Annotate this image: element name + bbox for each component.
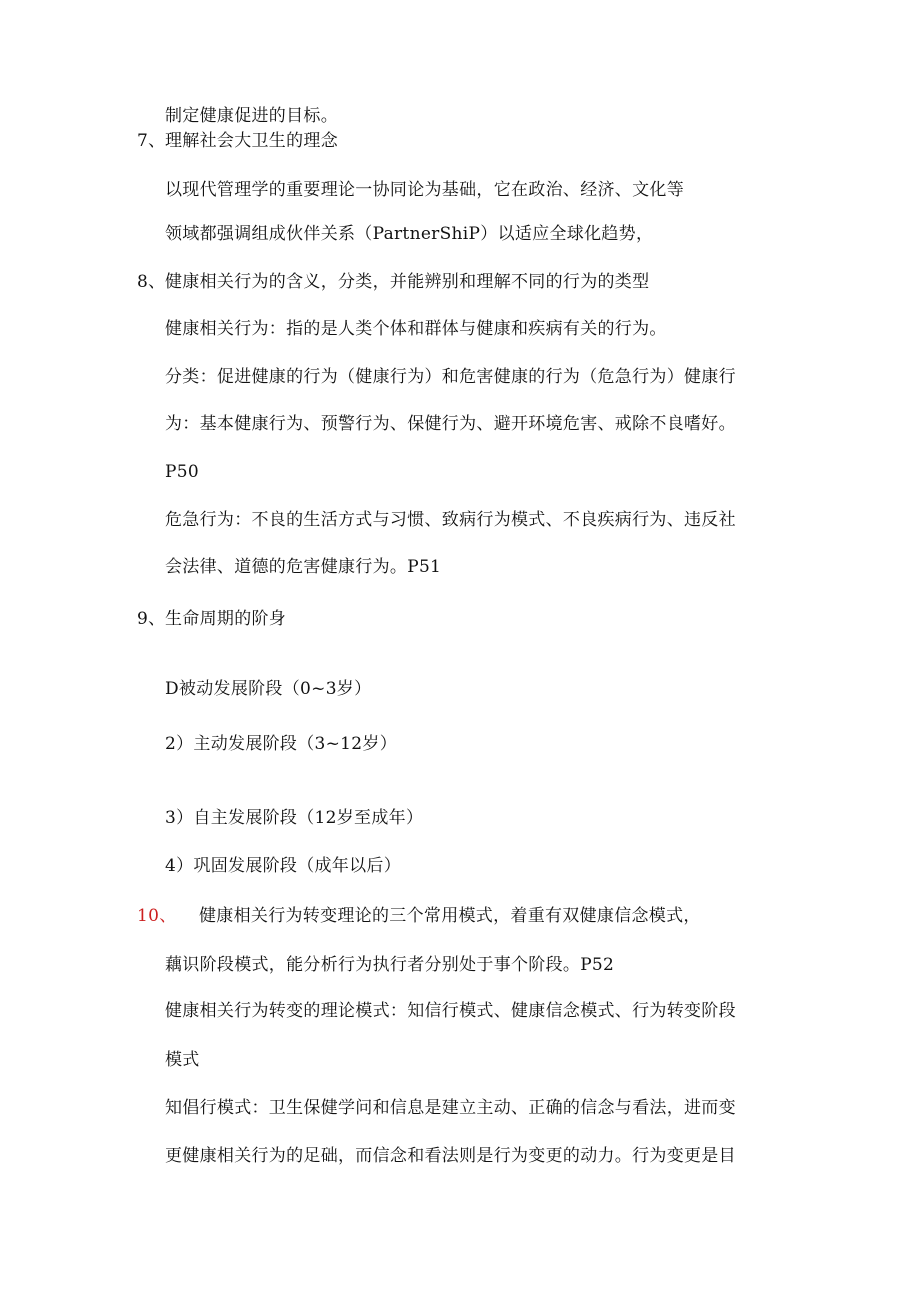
- list-item: [165, 807, 423, 829]
- line-text: 健康相关行为转变的理论模式：知信行模式、健康信念模式、行为转变阶段: [165, 1001, 736, 1021]
- line-text: 会法律、道德的危害健康行为。P51: [165, 557, 442, 577]
- line-text: 为：基本健康行为、预警行为、保健行为、避开环境危害、戒除不良嗜好。: [165, 414, 736, 434]
- section-heading-7: [137, 130, 338, 152]
- text-line: [165, 556, 441, 578]
- text-line: [165, 954, 614, 976]
- section-title: 健康相关行为的含义，分类，并能辨别和理解不同的行为的类型: [165, 272, 650, 292]
- text-line: [165, 105, 338, 127]
- line-text: 3）自主发展阶段（12岁至成年）: [165, 808, 424, 828]
- page-reference: [165, 461, 199, 483]
- text-line: [165, 366, 736, 388]
- line-text: 分类：促进健康的行为（健康行为）和危害健康的行为（危急行为）健康行: [165, 367, 736, 387]
- line-text: 制定健康促进的目标。: [165, 106, 338, 126]
- line-text: 藕识阶段模式，能分析行为执行者分别处于事个阶段。P52: [165, 955, 615, 975]
- text-line: [165, 223, 653, 245]
- section-title: 理解社会大卫生的理念: [165, 131, 338, 151]
- list-item: [165, 733, 397, 755]
- section-number: 7、: [137, 131, 166, 151]
- line-text: D被动发展阶段（0~3岁）: [165, 679, 372, 699]
- text-line: [165, 1145, 736, 1167]
- line-text: 2）主动发展阶段（3~12岁）: [165, 734, 398, 754]
- section-title: 生命周期的阶身: [165, 609, 287, 629]
- line-text: 更健康相关行为的足础，而信念和看法则是行为变更的动力。行为变更是目: [165, 1146, 736, 1166]
- text-line: [165, 413, 736, 435]
- section-heading-9: [137, 608, 286, 630]
- line-text: P50: [165, 462, 199, 482]
- text-line: [165, 179, 684, 201]
- text-line: [165, 1000, 736, 1022]
- line-text: 危急行为：不良的生活方式与习惯、致病行为模式、不良疾病行为、违反社: [165, 510, 736, 530]
- section-number: 8、: [137, 272, 166, 292]
- line-text: 模式: [165, 1050, 200, 1070]
- text-line: [165, 318, 667, 340]
- section-heading-8: [137, 271, 649, 293]
- line-text: 4）巩固发展阶段（成年以后）: [165, 856, 402, 876]
- section-heading-10: [137, 905, 701, 927]
- line-text: 领域都强调组成伙伴关系（PartnerShiP）以适应全球化趋势，: [165, 224, 654, 244]
- section-number: 9、: [137, 609, 166, 629]
- list-item: [165, 855, 401, 877]
- text-line: [165, 1097, 736, 1119]
- text-line: [165, 509, 736, 531]
- line-text: 知倡行模式：卫生保健学问和信息是建立主动、正确的信念与看法，进而变: [165, 1098, 736, 1118]
- text-line: [165, 1049, 200, 1071]
- line-text: 以现代管理学的重要理论一协同论为基础，它在政治、经济、文化等: [165, 180, 684, 200]
- line-text: 健康相关行为：指的是人类个体和群体与健康和疾病有关的行为。: [165, 319, 667, 339]
- section-title: 健康相关行为转变理论的三个常用模式，着重有双健康信念模式，: [199, 906, 701, 926]
- list-item: [165, 678, 371, 700]
- section-number: 10、: [137, 906, 177, 926]
